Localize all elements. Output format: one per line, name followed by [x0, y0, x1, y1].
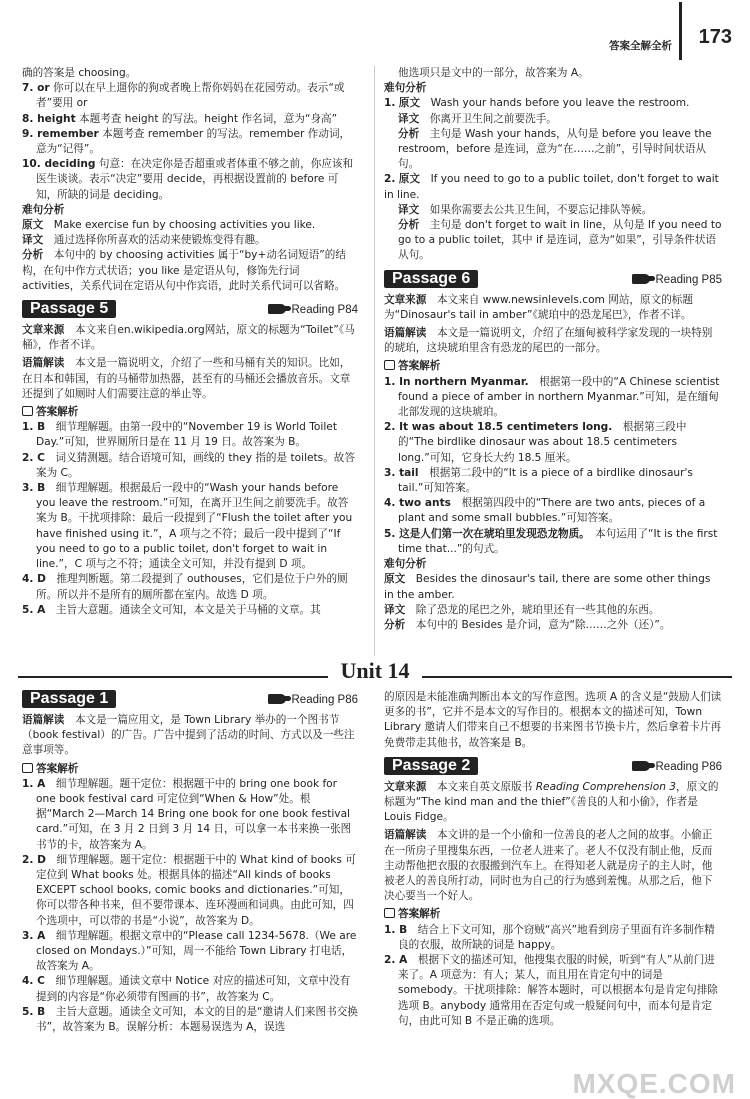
lock-icon — [22, 406, 33, 416]
reading-ref: Reading P86 — [632, 760, 723, 775]
difficult-row: 2. 原文 If you need to go to a public toilet, don't forget to wait in line. — [384, 173, 719, 201]
difficult-row: 分析 本句中的 Besides 是介词，意为“除……之外（还）”。 — [384, 618, 671, 631]
difficult-row: 分析 本句中的 by choosing activities 属于“by+动名词短语”的结构，在句中作方式状语；you like 是定语从句，修饰先行词 activities，关系代词在定语从句中作宾语，此时关系代词可以省略。 — [22, 249, 346, 292]
difficult-title: 难句分析 — [384, 558, 427, 571]
passage-6-bar — [384, 270, 722, 290]
answer-item: 2. C 词义猜测题。结合语境可知，画线的 they 指的是 toilets。故答案为 C。 — [22, 451, 355, 479]
pointing-hand-icon — [632, 274, 650, 284]
answer-item: 4. two ants 根据第四段中的“There are two ants, pieces of a plant and some small bubbles.”可知答案。 — [384, 497, 706, 525]
difficult-row: 译文 通过选择你所喜欢的活动来使锻炼变得有趣。 — [22, 234, 266, 247]
answer-item: 2. D 细节理解题。题干定位：根据题干中的 What kind of books 可定位到 What books 处。根据具体的描述“All kinds of books EXCEPT school books, comic books and dictionaries.”可知，你可以带各种书来，但不要带课本、连环漫画和词典。由此可知，四个选项中，可以带的书是“小说”，故答案为 D。 — [22, 853, 356, 927]
difficult-row: 1. 原文 Wash your hands before you leave the restroom. — [384, 97, 690, 110]
answer-item: 10. deciding 句意：在决定你是否超重或者体重不够之前，你应该和医生谈谈。表示“决定”要用 decide，再根据设置前的 before 可知，所缺的词是 deciding。 — [22, 158, 354, 201]
lock-icon — [384, 360, 395, 370]
answer-item: 5. A 主旨大意题。通读全文可知，本文是关于马桶的文章。其 — [22, 603, 321, 616]
page-header — [0, 0, 750, 64]
left-column-bottom — [22, 690, 358, 1035]
difficult-title: 难句分析 — [384, 82, 427, 95]
answer-item: 确的答案是 choosing。 — [22, 67, 137, 79]
answer-item: 1. B 细节理解题。由第一段中的“November 19 is World Toilet Day.”可知，世界厕所日是在 11 月 19 日。故答案为 B。 — [22, 421, 337, 449]
answer-item: 3. A 细节理解题。根据文章中的“Please call 1234-5678.（We are closed on Mondays.）”可知，周一不能给 Town Library 打电话，故答案为 A。 — [22, 929, 357, 973]
passage-title: Passage 1 — [22, 690, 116, 708]
source: 文章来源 本文来自en.wikipedia.org网站，原文的标题为“Toilet”《马桶》，作者不详。 — [22, 324, 355, 352]
pointing-hand-icon — [268, 304, 286, 314]
answer-item: 1. A 细节理解题。题干定位：根据题干中的 bring one book for one book festival card 可定位到“When & How”处。根据“March 2—March 14 Bring one book for one book festival card.”可知，在 3 月 2 日到 3 月 14 日，可以拿一本书来换一张图书节的卡，故答案为 A。 — [22, 777, 352, 851]
reading-ref: Reading P84 — [268, 303, 359, 318]
continued-text: 他选项只是文中的一部分，故答案为 A。 — [398, 67, 589, 79]
pointing-hand-icon — [268, 694, 286, 704]
answer-item: 7. or 你可以在早上遛你的狗或者晚上帮你妈妈在花园劳动。表示“或者”要用 or — [22, 82, 345, 110]
answers-title: 答案解析 — [384, 907, 722, 922]
unit-title: Unit 14 — [340, 658, 410, 683]
difficult-row: 原文 Besides the dinosaur's tail, there are some other things in the amber. — [384, 573, 711, 601]
answers-title: 答案解析 — [22, 405, 358, 420]
explain: 语篇解读 本文讲的是一个小偷和一位善良的老人之间的故事。小偷正在一所房子里搜集东西，一位老人进来了。老人不仅没有制止他，反而主动帮他把衣服的衣服搬到汽车上。在得知老人就是房子的主人时，他被老人的善良所打动，同时也为自己的行为感到羞愧。从那之后，他下决心要当一个好人。 — [384, 829, 713, 903]
right-column-top — [384, 66, 722, 633]
difficult-row: 译文 如果你需要去公共卫生间，不要忘记排队等候。 — [398, 203, 653, 216]
source: 文章来源 本文来自 www.newsinlevels.com 网站，原文的标题为“Dinosaur's tail in amber”《琥珀中的恐龙尾巴》，作者不详。 — [384, 293, 693, 321]
answers-title: 答案解析 — [22, 762, 358, 777]
left-column-top — [22, 66, 358, 618]
explain: 语篇解读 本文是一篇说明文，介绍了在缅甸被科学家发现的一块特别的琥珀，这块琥珀里含有恐龙的尾巴的一部分。 — [384, 327, 713, 355]
continued-text: 的原因是未能准确判断出本文的写作意图。选项 A 的含义是“鼓励人们读更多的书”，它并不是本文的写作目的。根据本文的描述可知，Town Library 邀请人们带来自己不想要的书来图书节换卡片，然后拿着卡片再免费带走其他书，故答案是 B。 — [384, 691, 722, 749]
reading-ref: Reading P86 — [268, 693, 359, 708]
header-rule — [679, 2, 682, 60]
explain: 语篇解读 本文是一篇说明文，介绍了一些和马桶有关的知识。比如，在日本和韩国，有的马桶带加热器，甚至有的马桶还会播放音乐。文章还提到了如厕时人们需要注意的举止等。 — [22, 357, 351, 400]
column-divider — [374, 66, 375, 656]
reading-ref: Reading P85 — [632, 273, 723, 288]
difficult-row: 译文 你离开卫生间之前要洗手。 — [398, 112, 557, 125]
answer-item: 5. B 主旨大意题。通读全文可知，本文的目的是“邀请人们来图书交换书”，故答案为 B。误解分析：本题易误选为 A，误选 — [22, 1005, 358, 1034]
difficult-row: 分析 主句是 don't forget to wait in line，从句是 If you need to go to a public toilet，其中 if 是连词，意为“如果”，引导条件状语从句。 — [398, 219, 722, 262]
answer-item: 8. height 本题考查 height 的写法。height 作名词，意为“身高” — [22, 112, 338, 125]
book-title: Reading Comprehension 3 — [535, 780, 677, 793]
difficult-row: 分析 主句是 Wash your hands，从句是 before you leave the restroom，before 是连词，意为“在……之前”，引导时间状语从句。 — [398, 127, 712, 171]
unit-passage-2-bar — [384, 757, 722, 777]
lock-icon — [384, 908, 395, 918]
passage-title: Passage 6 — [384, 270, 478, 288]
unit-rule-right — [422, 676, 732, 678]
difficult-row: 译文 除了恐龙的尾巴之外，琥珀里还有一些其他的东西。 — [384, 603, 660, 616]
passage-title: Passage 5 — [22, 300, 116, 318]
section-label: 答案全解全析 — [609, 40, 672, 52]
answer-item: 9. remember 本题考查 remember 的写法。remember 作动词，意为“记得”。 — [22, 127, 351, 156]
answer-item: 3. B 细节理解题。根据最后一段中的“Wash your hands before you leave the restroom.”可知，在离开卫生间之前要洗手。故答案为 B。干扰项排除：最后一段提到了“Flush the toilet after you have finished using it.”，A 项与之不符；最后一段中提到了“If you need to go to a public toilet, don't forget to wait in line.”，C 项与之不符；通读全文可知，并没有提到 D 项。 — [22, 482, 353, 571]
answer-item: 4. C 细节理解题。通读文章中 Notice 对应的描述可知，文章中没有提到的内容是“你必须带有图画的书”，故答案为 C。 — [22, 975, 351, 1003]
explain: 语篇解读 本文是一篇应用文，是 Town Library 举办的一个图书节（book festival）的广告。广告中提到了活动的时间、方式以及一些注意事项等。 — [22, 714, 355, 757]
answers-title: 答案解析 — [384, 359, 722, 374]
answer-item: 1. In northern Myanmar. 根据第一段中的“A Chinese scientist found a piece of amber in northern Myanmar.”可知，是在缅甸北部发现的这块琥珀。 — [384, 375, 720, 419]
source: 文章来源 本文来自英文原版书 Reading Comprehension 3，原文的标题为“The kind man and the thief”《善良的人和小偷》，作者是 Louis Fidge。 — [384, 780, 719, 824]
page-number: 173 — [698, 26, 732, 48]
unit-passage-1-bar — [22, 690, 358, 710]
left-answer-list — [22, 66, 358, 203]
watermark: MXQE.COM — [572, 1067, 736, 1099]
right-column-bottom — [384, 690, 722, 1029]
answer-item: 4. D 推理判断题。第二段提到了 outhouses，它们是位于户外的厕所。所以并不是所有的厕所都在室内。故选 D 项。 — [22, 573, 348, 601]
answer-item: 1. B 结合上下文可知，那个窃贼“高兴”地看到房子里面有许多制作精良的衣服，故所缺的词是 happy。 — [384, 923, 715, 951]
pointing-hand-icon — [632, 761, 650, 771]
passage-title: Passage 2 — [384, 757, 478, 775]
answer-item: 5. 这是人们第一次在琥珀里发现恐龙物质。 本句运用了“It is the first time that...”的句式。 — [384, 527, 718, 555]
passage-5-bar — [22, 300, 358, 320]
answer-item: 3. tail 根据第二段中的“It is a piece of a birdlike dinosaur's tail.”可知答案。 — [384, 466, 693, 495]
answer-item: 2. It was about 18.5 centimeters long. 根据第三段中的“The birdlike dinosaur was about 18.5 centimeters long.”可知，它身长大约 18.5 厘米。 — [384, 421, 687, 464]
difficult-row: 原文 Make exercise fun by choosing activities you like. — [22, 219, 316, 232]
difficult-title: 难句分析 — [22, 203, 65, 216]
lock-icon — [22, 763, 33, 773]
answer-item: 2. A 根据下文的描述可知，他搜集衣服的时候，听到“有人”从前门进来了。A 项意为：有人；某人，而且用在肯定句中的词是 somebody。干扰项排除：解答本题时，可以根据本句是肯定句排除选项 B。anybody 通常用在否定句或一般疑问句中，而本句是肯定句，由此可知 B 不是正确的选项。 — [384, 954, 718, 1027]
